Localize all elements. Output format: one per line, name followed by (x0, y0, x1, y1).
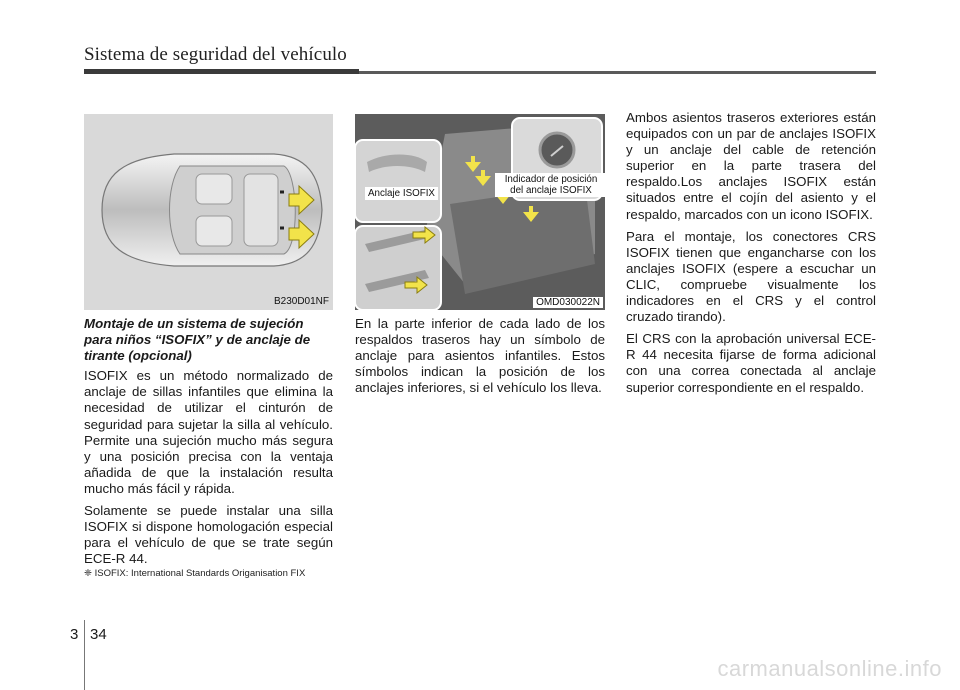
label-isofix-indicator (495, 173, 605, 197)
paragraph: Ambos asientos traseros exteriores están equipados con un par de anclajes ISOFIX y un anclaje del cable de retención superior en la parte trasera del respaldo.Los anclajes ISOFIX están situados entre el cojín del asiento y el respaldo, marcados con un icono ISOFIX. (626, 110, 876, 222)
figure-caption-middle: OMD030022N (533, 297, 603, 308)
header-rule-accent (84, 69, 359, 74)
section-subheading: Montaje de un sistema de sujeción para niños “ISOFIX” y de anclaje de tirante (opcional) (84, 316, 311, 364)
page-number-divider (84, 620, 85, 690)
page-chapter-number: 3 (70, 626, 79, 643)
left-column (84, 316, 333, 573)
figure-car-top-view (84, 114, 333, 310)
footnote: ❈ ISOFIX: International Standards Origanisation FIX (84, 568, 306, 579)
page-header-title: Sistema de seguridad del vehículo (84, 44, 347, 65)
middle-column (355, 316, 605, 402)
right-column (626, 110, 876, 402)
paragraph: Solamente se puede instalar una silla ISOFIX si dispone homologación especial para el vehículo de que se trate según ECE-R 44. (84, 503, 333, 567)
rear-seat-isofix-anchors-icon (355, 114, 605, 310)
figure-caption-left: B230D01NF (273, 296, 329, 307)
car-top-view-icon (84, 114, 333, 310)
label-isofix-anchor: Anclaje ISOFIX (365, 187, 438, 200)
paragraph: En la parte inferior de cada lado de los respaldos traseros hay un símbolo de anclaje para asientos infantiles. Estos símbolos indican la posición de los anclajes inferiores, si el vehículo los lleva. (355, 316, 605, 396)
paragraph: El CRS con la aprobación universal ECE-R 44 necesita fijarse de forma adicional con una correa conectada al anclaje superior correspondiente en el respaldo. (626, 331, 876, 395)
figure-rear-seat (355, 114, 605, 310)
label-isofix-indicator-line2: del anclaje ISOFIX (510, 185, 592, 196)
watermark: carmanualsonline.info (717, 656, 942, 681)
page-number: 34 (90, 626, 107, 643)
paragraph: ISOFIX es un método normalizado de anclaje de sillas infantiles que elimina la necesidad de utilizar el cinturón de seguridad para sujetar la silla al vehículo. Permite una sujeción mucho más segura y una posición precisa con la ventaja añadida de que la instalación resulta mucho más fácil y rápida. (84, 368, 333, 496)
label-isofix-indicator-line1: Indicador de posición (504, 174, 598, 185)
paragraph: Para el montaje, los conectores CRS ISOFIX tienen que engancharse con los anclajes ISOFIX (espere a escuchar un CLIC, compruebe visualmente los indicadores en el CRS y el control cruzado tirando). (626, 228, 876, 325)
